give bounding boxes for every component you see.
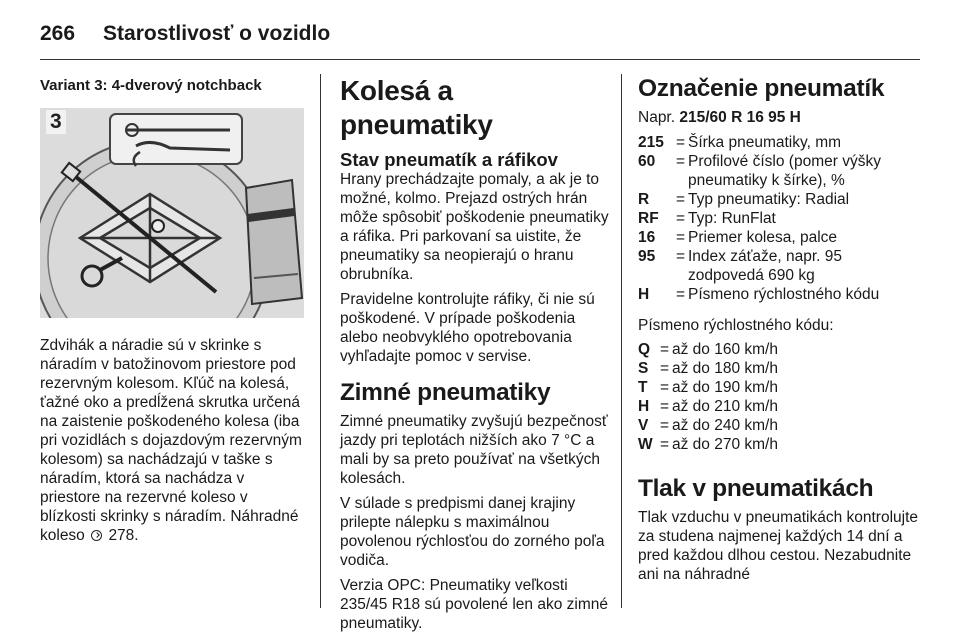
description-cell: Index záťaže, napr. 95 zodpovedá 690 kg: [688, 248, 843, 284]
equals-cell: =: [660, 379, 670, 396]
equals-cell: =: [676, 210, 686, 227]
column-middle: [340, 74, 610, 639]
equals-cell: =: [660, 341, 670, 358]
description-cell: Typ pneumatiky: Radial: [688, 191, 850, 208]
paragraph: Zimné pneumatiky zvyšujú bezpečnosť jazdy pri teplotách nižších ako 7 °C a mali by sa preto používať na všetkých kolesách.: [340, 413, 608, 487]
example-value: 215/60 R 16 95 H: [679, 109, 801, 126]
equals-cell: =: [676, 248, 686, 265]
toolkit-illustration: [40, 108, 304, 318]
speed-code-intro: Písmeno rýchlostného kódu:: [638, 317, 834, 334]
table-row: [638, 209, 918, 228]
section-title: Starostlivosť o vozidlo: [103, 22, 331, 45]
description-cell: až do 190 km/h: [672, 379, 778, 396]
equals-cell: =: [676, 286, 686, 303]
variant-title: Variant 3: 4-dverový notchback: [40, 77, 262, 94]
column-right: [638, 74, 918, 590]
description-cell: až do 240 km/h: [672, 417, 778, 434]
paragraph: Verzia OPC: Pneumatiky veľkosti 235/45 R18 sú povolené len ako zimné pneumatiky.: [340, 577, 608, 632]
table-row: [638, 133, 918, 152]
table-row: [638, 247, 918, 285]
table-row: [638, 416, 918, 435]
description-cell: Písmeno rýchlostného kódu: [688, 286, 880, 303]
toolkit-text: Zdvihák a náradie sú v skrinke s náradím v batožinovom priestore pod rezervným kolesom. Kľúč na kolesá, ťažné oko a predĺžená skrutka určená na zaistenie poškodeného kolesa (iba pri vozidlách s dojazdovým rezervným kolesom) sa nachádzajú v taške s náradím, ktorá sa nachádza v priestore na rezervné koleso v blízkosti skrinky s náradím. Náhradné koleso: [40, 337, 302, 544]
column-divider: [621, 74, 622, 608]
code-cell: R: [638, 191, 650, 208]
code-cell: 215: [638, 134, 664, 151]
winter-tyres-title: Zimné pneumatiky: [340, 379, 551, 406]
table-row: [638, 435, 918, 454]
toolkit-figure: [40, 108, 304, 318]
figure-number: 3: [46, 110, 66, 134]
table-row: [638, 359, 918, 378]
reference-page[interactable]: 278.: [108, 527, 139, 544]
description-cell: Šírka pneumatiky, mm: [688, 134, 842, 151]
page-number: 266: [40, 22, 76, 45]
code-cell: V: [638, 417, 649, 434]
table-row: [638, 340, 918, 359]
subsection-title: Stav pneumatík a ráfikov: [340, 149, 558, 170]
column-divider: [320, 74, 321, 608]
equals-cell: =: [676, 191, 686, 208]
description-cell: Profilové číslo (pomer výšky pneumatiky k šírke), %: [688, 153, 881, 189]
equals-cell: =: [660, 360, 670, 377]
example-prefix: Napr.: [638, 109, 676, 126]
equals-cell: =: [676, 153, 686, 170]
code-cell: H: [638, 398, 650, 415]
code-cell: 16: [638, 229, 656, 246]
code-cell: H: [638, 286, 650, 303]
paragraph: Hrany prechádzajte pomaly, a ak je to možné, kolmo. Prejazd ostrých hrán môže spôsobiť poškodenie pneumatiky a ráfika. Pri parkovaní sa uistite, že pneumatiky sa neopierajú o hranu obrubníka.: [340, 171, 609, 283]
page-header: [40, 14, 330, 54]
main-title: Kolesá a pneumatiky: [340, 75, 493, 140]
equals-cell: =: [660, 398, 670, 415]
description-cell: až do 210 km/h: [672, 398, 778, 415]
table-row: [638, 152, 918, 190]
paragraph: Pravidelne kontrolujte ráfiky, či nie sú poškodené. V prípade poškodenia alebo neobvyklého opotrebovania vyhľadajte pomoc v servise.: [340, 291, 595, 365]
toolkit-description: [40, 336, 304, 545]
example-line: [638, 108, 918, 127]
code-cell: T: [638, 379, 648, 396]
table-row: [638, 285, 918, 304]
description-cell: až do 180 km/h: [672, 360, 778, 377]
header-rule: [40, 59, 920, 60]
code-cell: W: [638, 436, 653, 453]
tyre-pressure-title: Tlak v pneumatikách: [638, 475, 874, 502]
equals-cell: =: [676, 134, 686, 151]
table-row: [638, 397, 918, 416]
table-row: [638, 190, 918, 209]
tyre-designation-title: Označenie pneumatík: [638, 75, 885, 102]
tyre-code-table: [638, 133, 918, 304]
equals-cell: =: [660, 417, 670, 434]
paragraph: Tlak vzduchu v pneumatikách kontrolujte za studena najmenej každých 14 dní a pred každou dlhou cestou. Nezabudnite ani na náhradné: [638, 509, 919, 583]
page-reference-arrow-icon: [91, 530, 102, 541]
table-row: [638, 228, 918, 247]
description-cell: až do 270 km/h: [672, 436, 778, 453]
code-cell: S: [638, 360, 649, 377]
table-row: [638, 378, 918, 397]
paragraph: V súlade s predpismi danej krajiny prilepte nálepku s maximálnou povolenou rýchlosťou do zorného poľa vodiča.: [340, 495, 605, 569]
code-cell: 95: [638, 248, 656, 265]
equals-cell: =: [676, 229, 686, 246]
code-cell: Q: [638, 341, 651, 358]
speed-code-table: [638, 340, 918, 454]
code-cell: 60: [638, 153, 656, 170]
equals-cell: =: [660, 436, 670, 453]
code-cell: RF: [638, 210, 659, 227]
description-cell: až do 160 km/h: [672, 341, 778, 358]
description-cell: Typ: RunFlat: [688, 210, 776, 227]
column-left: [40, 74, 304, 545]
description-cell: Priemer kolesa, palce: [688, 229, 838, 246]
